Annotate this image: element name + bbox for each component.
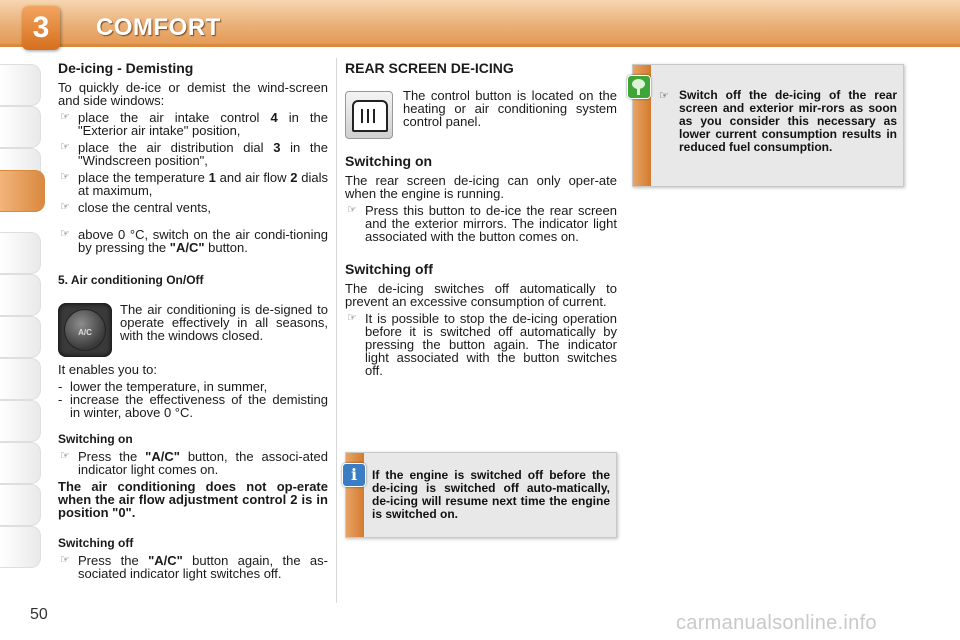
chapter-number-badge: 3 <box>22 6 60 50</box>
page-number: 50 <box>30 606 48 623</box>
deicing-demisting-column <box>58 62 328 584</box>
section-title: REAR SCREEN DE-ICING <box>345 60 514 76</box>
ac-description-block <box>58 303 328 361</box>
step-item: ☞ Press this button to de-ice the rear screen and the exterior mirrors. The indicator light associated with the button comes on. <box>347 203 617 244</box>
pointer-icon: ☞ <box>60 171 70 183</box>
button-description-block <box>345 89 617 143</box>
chapter-tab[interactable] <box>0 64 41 106</box>
pointer-icon: ☞ <box>60 554 70 566</box>
step-item: ☞ above 0 °C, switch on the air condi-tioning by pressing the "A/C" button. <box>60 227 328 255</box>
chapter-tab[interactable] <box>0 274 41 316</box>
info-note-box <box>345 452 617 538</box>
chapter-tab[interactable] <box>0 232 41 274</box>
pointer-icon: ☞ <box>347 204 357 216</box>
step-item: ☞ Press the "A/C" button again, the as-sociated indicator light switches off. <box>60 553 328 581</box>
rear-screen-deicing-column <box>345 62 617 381</box>
watermark: carmanualsonline.info <box>676 612 877 634</box>
section-title: De-icing - Demisting <box>58 60 194 76</box>
chapter-tabs <box>0 56 46 596</box>
eco-note-text: Switch off the de-icing of the rear screen and exterior mir-rors as soon as you consider this necessary as lower current consumption results in reduced fuel consumption. <box>679 88 897 154</box>
chapter-tab[interactable] <box>0 526 41 568</box>
pointer-icon: ☞ <box>659 90 669 102</box>
switching-off-text: The de-icing switches off automatically to prevent an excessive consumption of current. <box>345 281 617 309</box>
enables-text: It enables you to: <box>58 362 158 377</box>
eco-tree-icon <box>627 75 651 99</box>
switching-off-title: Switching off <box>345 261 433 277</box>
pointer-icon: ☞ <box>60 111 70 123</box>
ac-knob-image <box>58 303 112 357</box>
switching-on-text: The rear screen de-icing can only oper-ate when the engine is running. <box>345 173 617 201</box>
list-item: - lower the temperature, in summer, <box>58 379 268 394</box>
chapter-tab[interactable] <box>0 442 41 484</box>
eco-note-box <box>632 64 904 187</box>
column-divider <box>336 58 337 603</box>
switching-on-title: Switching on <box>345 153 433 169</box>
header-divider <box>0 44 960 47</box>
intro-text: To quickly de-ice or demist the wind-screen and side windows: <box>58 80 328 108</box>
switching-off-title: Switching off <box>58 536 134 550</box>
step-item: ☞ place the air intake control 4 in the "Exterior air intake" position, <box>60 110 328 138</box>
chapter-tab[interactable] <box>0 316 41 358</box>
ac-knob-label: A/C <box>78 328 92 337</box>
pointer-icon: ☞ <box>60 228 70 240</box>
switching-on-title: Switching on <box>58 432 133 446</box>
chapter-title: COMFORT <box>96 14 221 41</box>
chapter-tab[interactable] <box>0 106 41 148</box>
info-note-text: If the engine is switched off before the de-icing is switched off auto-matically, de-icing will resume next time the engine is switched on. <box>372 468 610 521</box>
warning-text: The air conditioning does not op-erate when the air flow adjustment control 2 is in position "0". <box>58 479 328 520</box>
chapter-tab-active[interactable] <box>0 170 45 212</box>
pointer-icon: ☞ <box>347 312 357 324</box>
list-item: - increase the effectiveness of the demisting in winter, above 0 °C. <box>58 392 328 420</box>
step-item: ☞ It is possible to stop the de-icing operation before it is switched off automatically by pressing the button again. The indicator light associated with the button switches off. <box>347 311 617 378</box>
step-item: ☞ place the air distribution dial 3 in the "Windscreen position", <box>60 140 329 168</box>
step-item: ☞ close the central vents, <box>60 200 211 215</box>
step-item: ☞ Press the "A/C" button, the associ-ated indicator light comes on. <box>60 449 328 477</box>
button-location-text: The control button is located on the heating or air conditioning system control panel. <box>403 89 617 129</box>
chapter-tab[interactable] <box>0 358 41 400</box>
pointer-icon: ☞ <box>60 141 70 153</box>
rear-defrost-button-image <box>345 91 393 139</box>
step-item: ☞ place the temperature 1 and air flow 2 dials at maximum, <box>60 170 329 198</box>
pointer-icon: ☞ <box>60 201 70 213</box>
ac-description: The air conditioning is de-signed to operate effectively in all seasons, with the windows closed. <box>120 303 328 343</box>
section-5-title: 5. Air conditioning On/Off <box>58 273 204 287</box>
info-icon: i <box>342 463 366 487</box>
pointer-icon: ☞ <box>60 450 70 462</box>
chapter-tab[interactable] <box>0 400 41 442</box>
chapter-tab[interactable] <box>0 484 41 526</box>
